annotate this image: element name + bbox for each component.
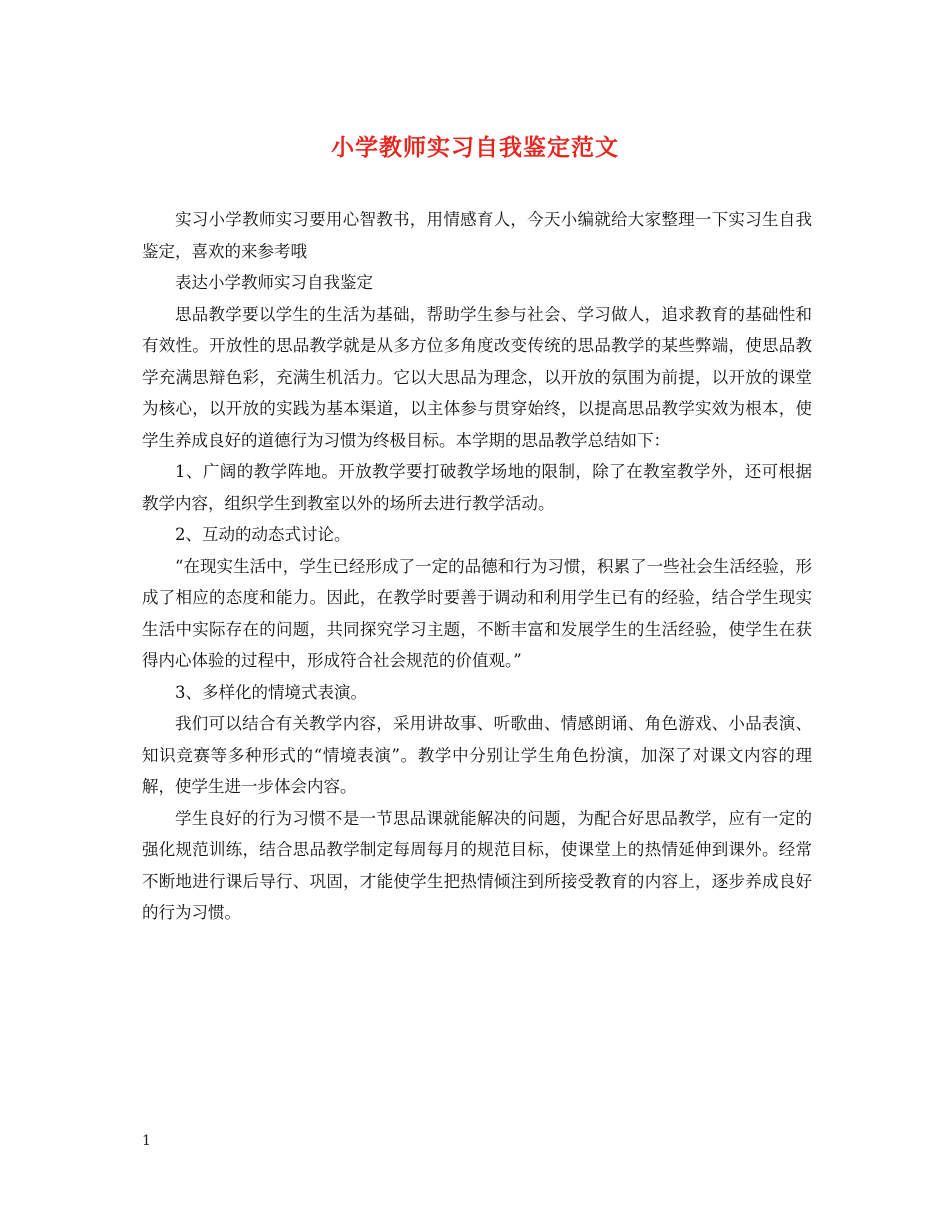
paragraph-intro: 实习小学教师实习要用心智教书，用情感育人，今天小编就给大家整理一下实习生自我鉴定，喜欢的来参考哦 [142, 210, 812, 261]
paragraph-overview: 思品教学要以学生的生活为基础，帮助学生参与社会、学习做人，追求教育的基础性和有效性。开放性的思品教学就是从多方位多角度改变传统的思品教学的某些弊端，使思品教学充满思辩色彩，充满生机活力。它以大思品为理念，以开放的氛围为前提，以开放的课堂为核心，以开放的实践为基本渠道，以主体参与贯穿始终，以提高思品教学实效为根本，使学生养成良好的道德行为习惯为终极目标。本学期的思品教学总结如下： [142, 304, 812, 450]
paragraph-point-1: 1、广阔的教学阵地。开放教学要打破教学场地的限制，除了在教室教学外，还可根据教学内容，组织学生到教室以外的场所去进行教学活动。 [142, 462, 812, 513]
paragraph-subheading: 表达小学教师实习自我鉴定 [175, 273, 373, 292]
page-title: 小学教师实习自我鉴定范文 [331, 134, 619, 161]
paragraph-quote: “在现实生活中，学生已经形成了一定的品德和行为习惯，积累了一些社会生活经验，形成了相应的态度和能力。因此，在教学时要善于调动和利用学生已有的经验，结合学生现实生活中实际存在的问题，共同探究学习主题，不断丰富和发展学生的生活经验，使学生在获得内心体验的过程中，形成符合社会规范的价值观。” [142, 556, 812, 670]
paragraph-point-3: 我们可以结合有关教学内容，采用讲故事、听歌曲、情感朗诵、角色游戏、小品表演、知识竞赛等多种形式的“情境表演”。教学中分别让学生角色扮演，加深了对课文内容的理解，使学生进一步体会内容。 [142, 714, 812, 796]
document-body [142, 204, 812, 929]
paragraph-conclusion: 学生良好的行为习惯不是一节思品课就能解决的问题，为配合好思品教学，应有一定的强化规范训练，结合思品教学制定每周每月的规范目标，使课堂上的热情延伸到课外。经常不断地进行课后导行、巩固，才能使学生把热情倾注到所接受教育的内容上，逐步养成良好的行为习惯。 [142, 808, 812, 922]
paragraph-point-3-heading: 3、多样化的情境式表演。 [175, 682, 367, 702]
paragraph-point-2-heading: 2、互动的动态式讨论。 [175, 525, 351, 544]
page-number: 1 [142, 1133, 151, 1149]
